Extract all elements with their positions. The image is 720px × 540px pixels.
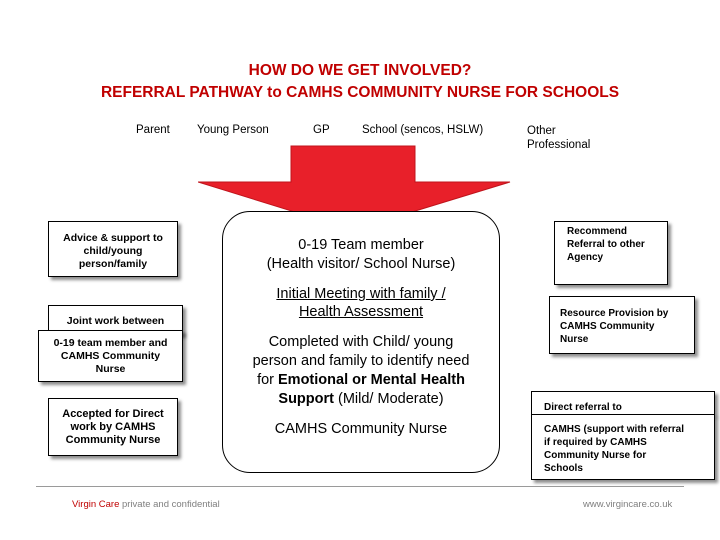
footer-brand-line <box>72 499 220 510</box>
joint-line-1: 0-19 team member and <box>53 337 168 349</box>
team-member-text <box>222 236 500 274</box>
advice-line-3: person/family <box>78 258 148 270</box>
direct-referral-label: Direct referral to <box>544 402 622 413</box>
resource-line-1: Resource Provision by <box>560 308 669 319</box>
joint-work-box <box>38 330 183 382</box>
source-other-professional <box>527 124 590 152</box>
direct-line-4: Schools <box>544 463 583 474</box>
joint-line-2: CAMHS Community <box>60 350 161 362</box>
title-line-2: REFERRAL PATHWAY to CAMHS COMMUNITY NURSE FOR SCHOOLS <box>100 84 620 101</box>
completed-line-3-pre: for <box>257 372 279 388</box>
advice-line-1: Advice & support to <box>63 232 163 244</box>
recommend-referral-box <box>554 221 668 285</box>
initial-line-1: Initial Meeting with family / <box>276 286 446 302</box>
team-line-1: 0-19 Team member <box>298 237 424 253</box>
completed-line-2: person and family to identify need <box>252 353 470 369</box>
direct-line-1: CAMHS (support with referral <box>544 424 685 435</box>
title-line-1: HOW DO WE GET INVOLVED? <box>248 62 472 79</box>
accepted-line-2: work by CAMHS <box>70 421 156 433</box>
initial-meeting-text <box>222 285 500 321</box>
completed-line-4-bold: Support <box>278 391 334 407</box>
completed-line-4 <box>222 390 500 409</box>
completed-assessment-text <box>222 333 500 409</box>
team-line-2: (Health visitor/ School Nurse) <box>266 256 456 272</box>
page-title <box>0 60 720 104</box>
direct-referral-box <box>531 414 715 480</box>
completed-line-3-bold: Emotional or Mental Health <box>278 372 465 388</box>
camhs-nurse-text: CAMHS Community Nurse <box>274 421 448 437</box>
source-parent: Parent <box>136 124 170 136</box>
direct-line-3: Community Nurse for <box>544 450 647 461</box>
source-school: School (sencos, HSLW) <box>362 124 484 136</box>
direct-line-2: if required by CAMHS <box>544 437 647 448</box>
footer-brand: Virgin Care <box>72 499 120 510</box>
resource-line-2: CAMHS Community <box>560 321 655 332</box>
resource-line-3: Nurse <box>560 334 589 345</box>
accepted-line-1: Accepted for Direct <box>62 408 164 420</box>
recommend-line-3: Agency <box>567 252 604 263</box>
footer-tagline: private and confidential <box>119 499 220 510</box>
recommend-line-1: Recommend <box>567 226 628 237</box>
source-other-line-2: Professional <box>527 139 591 151</box>
footer-divider <box>36 486 684 487</box>
footer-url[interactable]: www.virgincare.co.uk <box>583 499 673 510</box>
joint-line-3: Nurse <box>95 363 126 375</box>
source-other-line-1: Other <box>527 125 556 137</box>
completed-line-3 <box>222 371 500 390</box>
completed-line-4-post: (Mild/ Moderate) <box>333 391 444 407</box>
source-gp: GP <box>313 124 330 136</box>
advice-line-2: child/young <box>83 245 143 257</box>
source-young-person: Young Person <box>197 124 269 136</box>
direct-referral-label-box <box>531 391 715 415</box>
recommend-line-2: Referral to other <box>567 239 645 250</box>
accepted-direct-work-box <box>48 398 178 456</box>
advice-support-box <box>48 221 178 277</box>
joint-work-label: Joint work between <box>66 315 165 327</box>
initial-line-2: Health Assessment <box>298 304 424 320</box>
completed-line-1: Completed with Child/ young <box>268 334 454 350</box>
resource-provision-box <box>549 296 695 354</box>
accepted-line-3: Community Nurse <box>65 434 161 446</box>
